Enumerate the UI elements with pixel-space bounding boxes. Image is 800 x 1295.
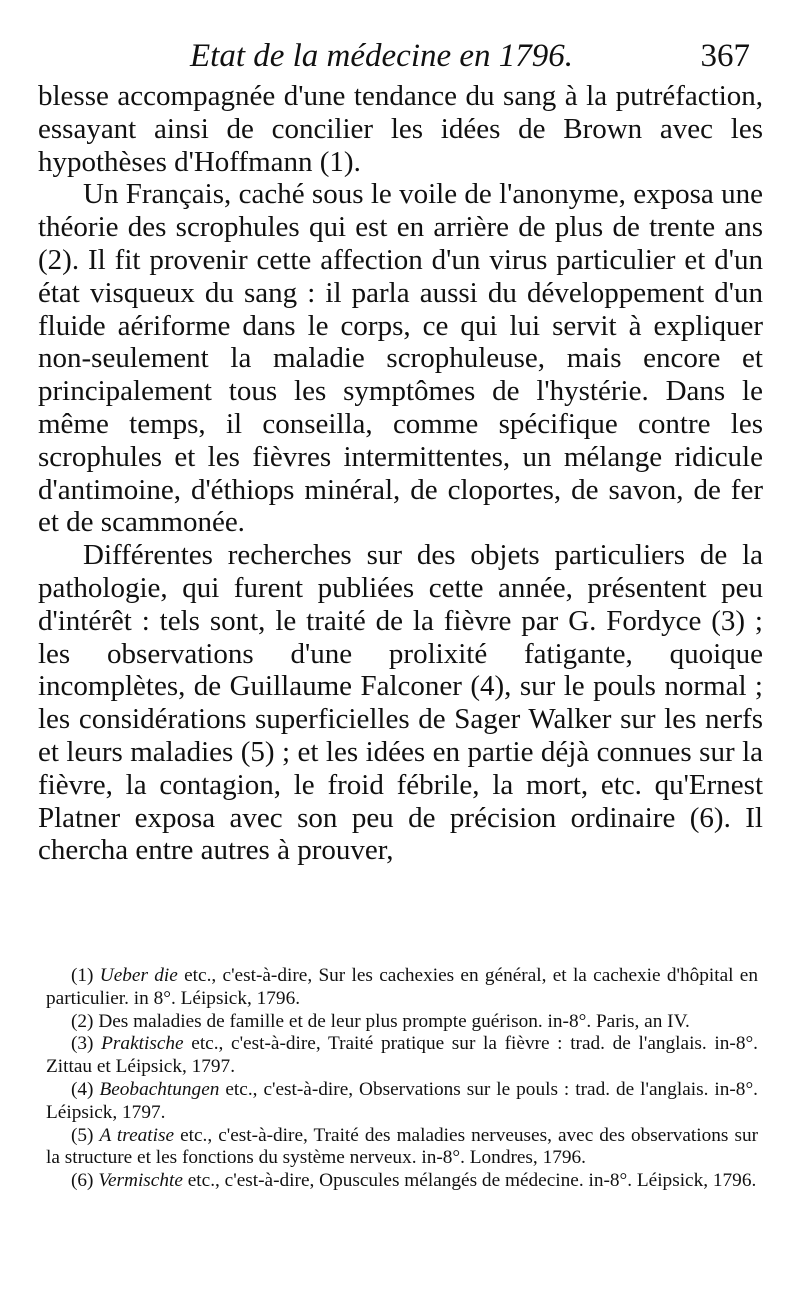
footnote-number: (1) bbox=[71, 965, 94, 986]
footnote bbox=[46, 1079, 758, 1125]
footnote-number: (6) bbox=[71, 1170, 94, 1192]
paragraph: Différentes recherches sur des objets particuliers de la pathologie, qui furent publiées cette année, présentent peu d'intérêt : tels sont, le traité de la fièvre par G. Fordyce (3) ; les observations d'une prolixité fatigante, quoique incomplètes, de Guillaume Falconer (4), sur le pouls normal ; les considérations superficielles de Sager Walker sur les nerfs et leurs maladies (5) ; et les idées en partie déjà connues sur la fièvre, la contagion, le froid fébrile, la mort, etc. qu'Ernest Platner exposa avec son peu de précision ordinaire (6). Il chercha entre autres à prouver, bbox=[38, 539, 763, 867]
footnote-text: etc., c'est-à-dire, Traité pratique sur la fièvre : trad. de l'anglais. in-8°. Zittau et Léipsick, 1797. bbox=[46, 1033, 758, 1078]
footnote bbox=[46, 965, 758, 1011]
footnote-number: (3) bbox=[71, 1033, 94, 1055]
footnote-text: etc., c'est-à-dire, Sur les cachexies en général, et la cachexie d'hôpital en particulier. in 8°. Léipsick, 1796. bbox=[46, 965, 759, 1009]
paragraph: blesse accompagnée d'une tendance du sang à la putréfaction, essayant ainsi de concilier les idées de Brown avec les hypothèses d'Hoffmann (1). bbox=[38, 80, 763, 178]
footnote-text: etc., c'est-à-dire, Observations sur le pouls : trad. de l'anglais. in-8°. Léipsick, 1797. bbox=[46, 1078, 758, 1123]
footnote-number: (4) bbox=[71, 1078, 94, 1100]
footnote bbox=[46, 1011, 758, 1034]
footnote-text: etc., c'est-à-dire, Opuscules mélangés de médecine. in-8°. Léipsick, 1796. bbox=[187, 1170, 757, 1192]
footnote-number: (5) bbox=[71, 1124, 94, 1146]
paragraph: Un Français, caché sous le voile de l'anonyme, exposa une théorie des scrophules qui est en arrière de plus de trente ans (2). Il fit provenir cette affection d'un virus particulier et d'un état visqueux du sang : il parla aussi du développement d'un fluide aériforme dans le corps, ce qui lui servit à expliquer non-seulement la maladie scrophuleuse, mais encore et principalement tous les symptômes de l'hystérie. Dans le même temps, il conseilla, comme spécifique contre les scrophules et les fièvres intermittentes, un mélange ridicule d'antimoine, d'éthiops minéral, de cloportes, de savon, de fer et de scammonée. bbox=[38, 178, 763, 539]
running-header bbox=[40, 38, 770, 80]
footnote-work-title: Praktische bbox=[101, 1033, 184, 1055]
running-title: Etat de la médecine en 1796. bbox=[190, 38, 574, 74]
footnote-work-title: Beobachtungen bbox=[99, 1078, 220, 1100]
footnote-number: (2) bbox=[71, 1010, 94, 1032]
footnote bbox=[46, 1033, 758, 1079]
footnote bbox=[46, 1170, 758, 1193]
footnote-text: Des maladies de famille et de leur plus prompte guérison. in-8°. Paris, an IV. bbox=[98, 1010, 690, 1032]
footnote-work-title: A treatise bbox=[99, 1124, 175, 1146]
page-number: 367 bbox=[700, 38, 750, 74]
body-text bbox=[38, 80, 763, 867]
footnotes bbox=[46, 965, 758, 1193]
footnote-work-title: Ueber die bbox=[99, 965, 178, 986]
footnote-text: etc., c'est-à-dire, Traité des maladies nerveuses, avec des observations sur la structure et les fonctions du système nerveux. in-8°. Londres, 1796. bbox=[46, 1124, 759, 1169]
footnote bbox=[46, 1125, 758, 1171]
footnote-work-title: Vermischte bbox=[98, 1170, 183, 1192]
